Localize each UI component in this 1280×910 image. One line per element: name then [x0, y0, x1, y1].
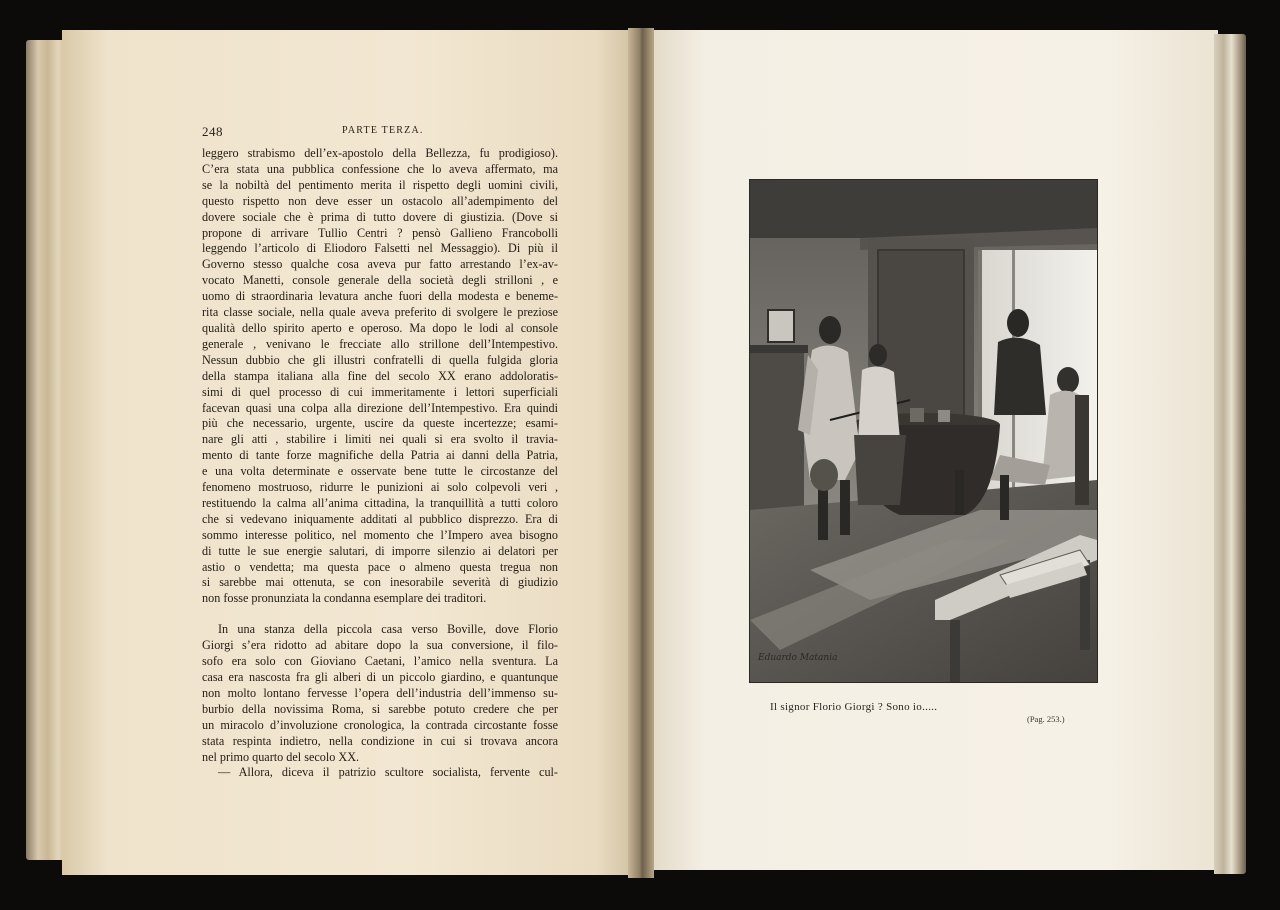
text-line: fenomeno mostruoso, ridurre le punizioni ai solo colpevoli veri ,: [202, 480, 558, 495]
artist-signature: Eduardo Matania: [758, 653, 838, 663]
section-title: PARTE TERZA.: [342, 125, 424, 136]
text-line: nare gli atti , stabilire i limiti nei quali si era svolto il travia-: [202, 432, 558, 447]
text-line: di tutte le sue energie salutari, di imporre silenzio ai delatori per: [202, 543, 558, 558]
text-line: della stampa italiana alla fine del secolo XX erano addoloratis-: [202, 368, 558, 383]
text-line: simi di quel processo di cui immeritamente i lettori superficiali: [202, 384, 558, 399]
text-line: facevan quasi una colpa alla direzione dell’Intempestivo. Era quindi: [202, 400, 558, 415]
text-line: non molto lontano fervesse l’opera dell’industria dell’immenso su-: [202, 685, 558, 700]
text-line: Giorgi s’era ridotto ad abitare dopo la sua conversione, il filo-: [202, 638, 558, 653]
text-line: nel primo quarto del secolo XX.: [202, 749, 360, 764]
text-line: In una stanza della piccola casa verso Boville, dove Florio: [218, 622, 558, 637]
text-line: non fosse pronunziata la condanna esemplare dei traditori.: [202, 591, 487, 606]
text-line: Governo stesso qualche cosa aveva pur fatto arrestando l’ex-av-: [202, 257, 558, 272]
text-line: burbio della novissima Roma, si sarebbe potuto credere che per: [202, 701, 558, 716]
illustration-caption: Il signor Florio Giorgi ? Sono io.....: [770, 701, 938, 713]
text-line: leggero strabismo dell’ex-apostolo della Bellezza, fu prodigioso).: [202, 146, 558, 160]
text-line: generale , venivano le frecciate allo strillone dell’Intempestivo.: [202, 336, 558, 351]
text-line: più che necessario, urgente, uscire da queste incertezze; esami-: [202, 416, 558, 431]
text-line: leggendo l’articolo di Eliodoro Falsetti nel Messaggio). Di più il: [202, 241, 558, 256]
paragraph-gap: [202, 607, 558, 622]
text-line: e una volta determinate e osservate bene tutte le circostanze del: [202, 464, 558, 479]
text-line: qualità dello spirito aperto e operoso. Ma dopo le lodi al console: [202, 320, 558, 335]
page-reference: (Pag. 253.): [1027, 714, 1065, 724]
text-line: rita classe sociale, nella quale aveva preferito di svolgere le preziose: [202, 305, 558, 320]
text-line: un miracolo d’involuzione cronologica, la contrada circostante fosse: [202, 717, 558, 732]
text-line: mento di tante forze magnifiche della Patria ai danni della Patria,: [202, 448, 558, 463]
text-line: restituendo la calma all’anima cittadina, la tranquillità a tutti coloro: [202, 495, 558, 510]
illustration-plate: [749, 179, 1098, 683]
engraving-illustration: [750, 180, 1097, 682]
body-text: [202, 146, 558, 781]
left-page-edges: [26, 40, 66, 860]
text-line: vocato Manetti, console generale della società degli strilloni , e: [202, 273, 558, 288]
text-line: Nessun dubbio che gli illustri confratelli di quella fulgida gloria: [202, 352, 558, 367]
text-line: — Allora, diceva il patrizio scultore socialista, fervente cul-: [218, 765, 558, 780]
running-head: [202, 124, 602, 142]
text-line: sofo era solo con Gioviano Caetani, l’amico nella sventura. La: [202, 654, 558, 669]
text-line: stata respinta indietro, nella condizione in cui si trovava ancora: [202, 733, 558, 748]
text-line: se la nobiltà del pentimento merita il rispetto degli uomini civili,: [202, 177, 558, 192]
page-number: 248: [202, 124, 223, 139]
text-line: sommo interesse politico, nel momento che l’Impero avea bisogno: [202, 527, 558, 542]
text-line: casa era nascosta fra gli alberi di un piccolo giardino, e quantunque: [202, 670, 558, 684]
right-page-edges: [1214, 34, 1246, 874]
text-line: si sarebbe mai ottenuta, se con inesorabile severità di giudizio: [202, 575, 558, 590]
text-line: uomo di straordinaria levatura anche fuori della modesta e beneme-: [202, 289, 558, 304]
text-line: astio o vendetta; ma questa pace o almeno questa tregua non: [202, 559, 558, 574]
text-line: dovere sociale che è prima di tutto dovere di giustizia. (Dove si: [202, 209, 558, 224]
text-line: che si vedevano iniquamente additati al pubblico disprezzo. Era di: [202, 511, 558, 526]
text-line: questo rispetto non deve esser un ostacolo all’adempimento del: [202, 193, 558, 208]
text-line: C’era stata una pubblica confessione che lo aveva affermato, ma: [202, 161, 558, 176]
book-gutter: [628, 28, 654, 878]
text-line: propone di arrivare Tullio Centri ? pensò Gallieno Francobolli: [202, 225, 558, 240]
